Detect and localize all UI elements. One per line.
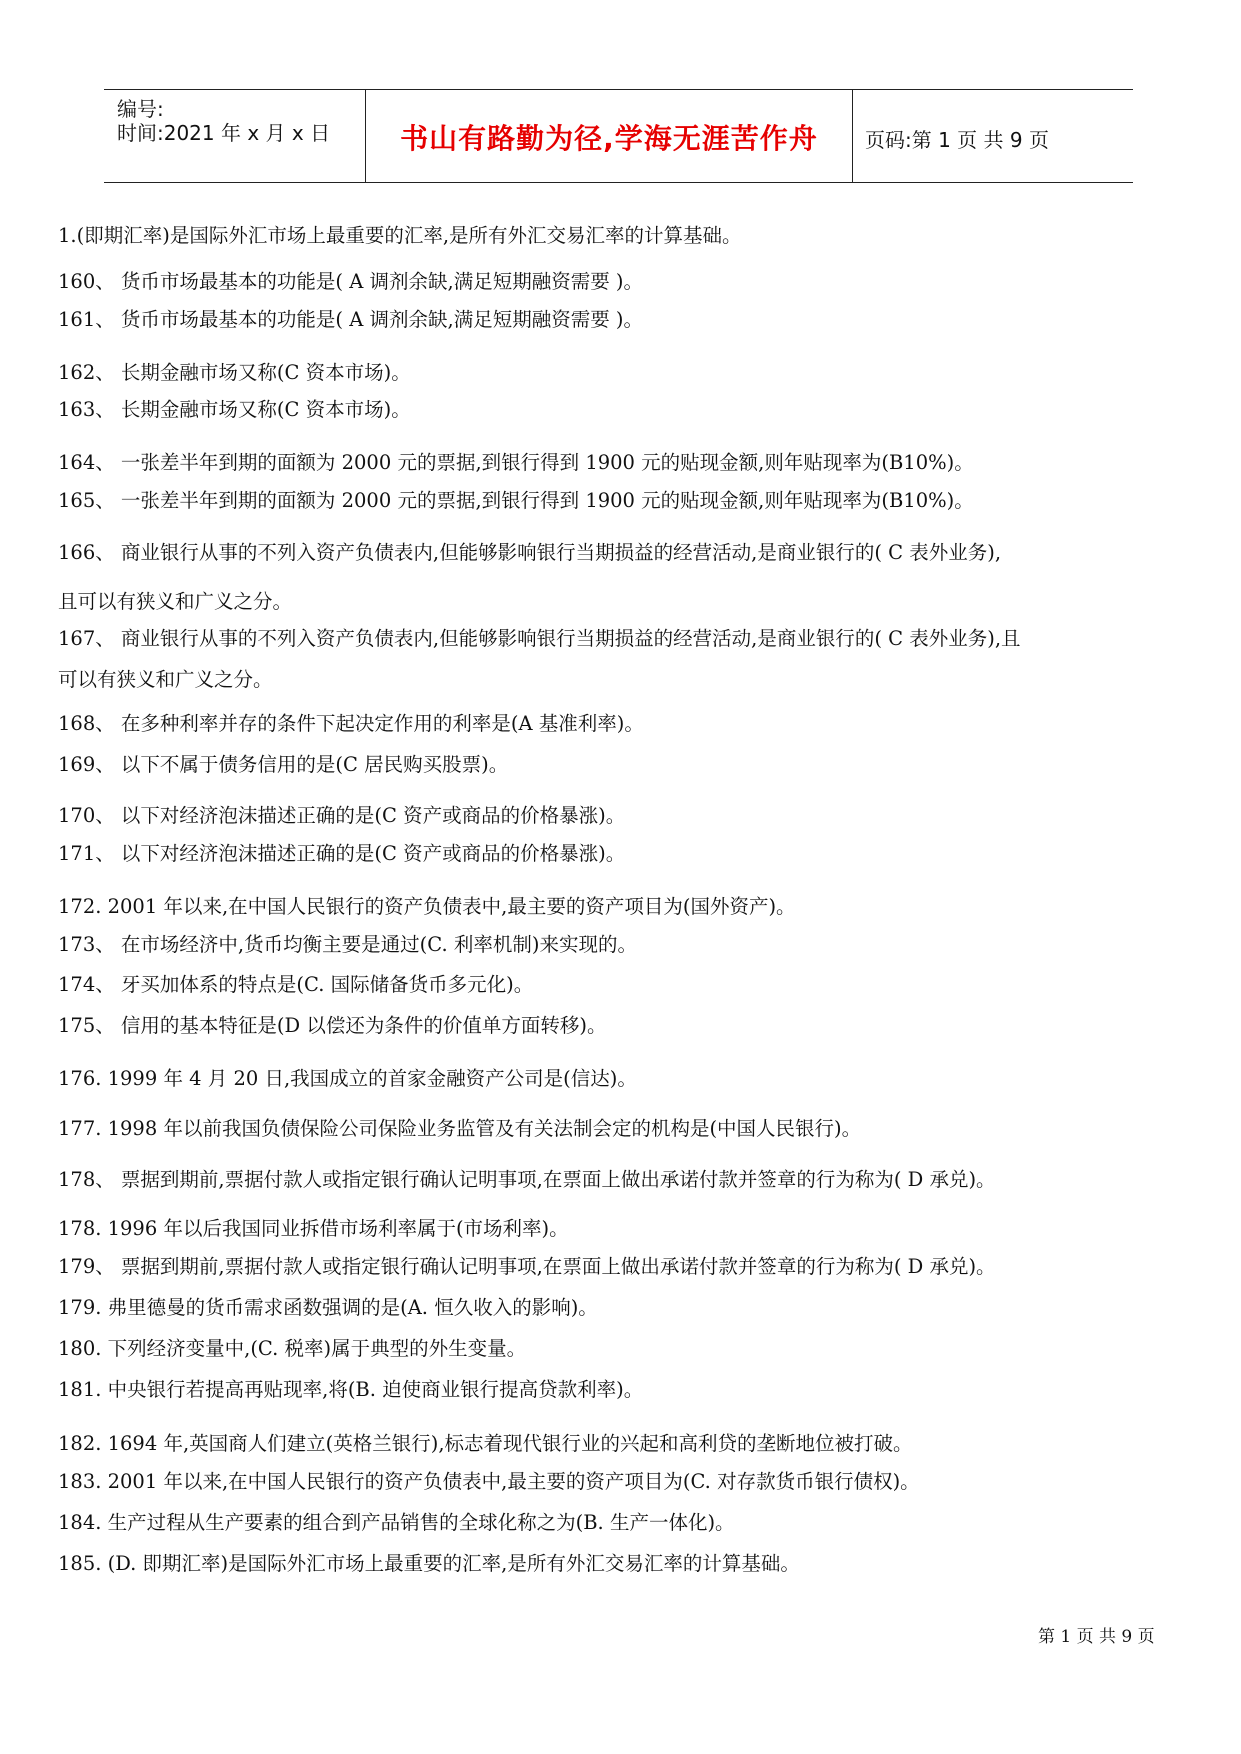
list-item: 168、 在多种利率并存的条件下起决定作用的利率是(A 基准利率)。 [58, 712, 644, 735]
list-item: 165、 一张差半年到期的面额为 2000 元的票据,到银行得到 1900 元的贴现金额,则年贴现率为(B10%)。 [58, 489, 974, 512]
list-item: 175、 信用的基本特征是(D 以偿还为条件的价值单方面转移)。 [58, 1014, 607, 1037]
list-item: 180. 下列经济变量中,(C. 税率)属于典型的外生变量。 [58, 1337, 527, 1360]
list-item: 179、 票据到期前,票据付款人或指定银行确认记明事项,在票面上做出承诺付款并签章的行为称为( D 承兑)。 [58, 1255, 996, 1278]
list-item: 160、 货币市场最基本的功能是( A 调剂余缺,满足短期融资需要 )。 [58, 270, 644, 293]
list-item: 171、 以下对经济泡沫描述正确的是(C 资产或商品的价格暴涨)。 [58, 842, 626, 865]
list-item: 178、 票据到期前,票据付款人或指定银行确认记明事项,在票面上做出承诺付款并签章的行为称为( D 承兑)。 [58, 1168, 996, 1191]
list-item: 181. 中央银行若提高再贴现率,将(B. 迫使商业银行提高贷款利率)。 [58, 1378, 644, 1401]
header-page-info: 页码:第 1 页 共 9 页 [865, 128, 1049, 152]
list-item: 178. 1996 年以后我国同业拆借市场利率属于(市场利率)。 [58, 1217, 569, 1240]
list-item: 185. (D. 即期汇率)是国际外汇市场上最重要的汇率,是所有外汇交易汇率的计算基础。 [58, 1552, 800, 1575]
list-item: 174、 牙买加体系的特点是(C. 国际储备货币多元化)。 [58, 973, 534, 996]
header-right-cell [853, 90, 1133, 182]
list-item: 167、 商业银行从事的不列入资产负债表内,但能够影响银行当期损益的经营活动,是商业银行的( C 表外业务),且 [58, 627, 1021, 650]
list-item: 173、 在市场经济中,货币均衡主要是通过(C. 利率机制)来实现的。 [58, 933, 637, 956]
list-item: 176. 1999 年 4 月 20 日,我国成立的首家金融资产公司是(信达)。 [58, 1067, 637, 1090]
header-center-cell [365, 90, 853, 182]
page-header-table [104, 89, 1133, 183]
page-footer: 第 1 页 共 9 页 [1038, 1627, 1155, 1647]
list-item: 172. 2001 年以来,在中国人民银行的资产负债表中,最主要的资产项目为(国外资产)。 [58, 895, 796, 918]
list-item: 1.(即期汇率)是国际外汇市场上最重要的汇率,是所有外汇交易汇率的计算基础。 [58, 224, 742, 247]
header-left-cell [104, 90, 364, 182]
list-item: 183. 2001 年以来,在中国人民银行的资产负债表中,最主要的资产项目为(C. 对存款货币银行债权)。 [58, 1470, 920, 1493]
list-item: 177. 1998 年以前我国负债保险公司保险业务监管及有关法制会定的机构是(中国人民银行)。 [58, 1117, 862, 1140]
document-time-label: 时间:2021 年 x 月 x 日 [117, 121, 331, 145]
list-item: 162、 长期金融市场又称(C 资本市场)。 [58, 361, 411, 384]
document-number-label: 编号: [117, 97, 164, 121]
list-item: 179. 弗里德曼的货币需求函数强调的是(A. 恒久收入的影响)。 [58, 1296, 598, 1319]
list-item: 161、 货币市场最基本的功能是( A 调剂余缺,满足短期融资需要 )。 [58, 308, 644, 331]
list-item: 184. 生产过程从生产要素的组合到产品销售的全球化称之为(B. 生产一体化)。 [58, 1511, 735, 1534]
list-item: 且可以有狭义和广义之分。 [58, 590, 293, 613]
list-item: 166、 商业银行从事的不列入资产负债表内,但能够影响银行当期损益的经营活动,是商业银行的( C 表外业务), [58, 541, 1002, 564]
list-item: 170、 以下对经济泡沫描述正确的是(C 资产或商品的价格暴涨)。 [58, 804, 626, 827]
list-item: 182. 1694 年,英国商人们建立(英格兰银行),标志着现代银行业的兴起和高利贷的垄断地位被打破。 [58, 1432, 913, 1455]
list-item: 169、 以下不属于债务信用的是(C 居民购买股票)。 [58, 753, 509, 776]
list-item: 163、 长期金融市场又称(C 资本市场)。 [58, 398, 411, 421]
list-item: 164、 一张差半年到期的面额为 2000 元的票据,到银行得到 1900 元的贴现金额,则年贴现率为(B10%)。 [58, 451, 974, 474]
header-motto: 书山有路勤为径,学海无涯苦作舟 [400, 122, 818, 155]
list-item: 可以有狭义和广义之分。 [58, 668, 273, 691]
